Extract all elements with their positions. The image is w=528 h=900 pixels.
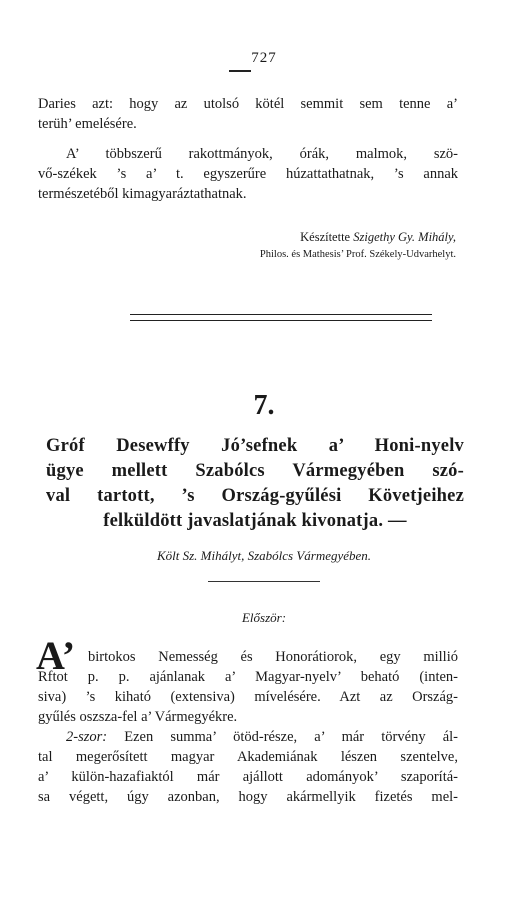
- second-paragraph: [38, 144, 458, 204]
- text-line: Rftot p. p. ajánlanak a’ Magyar-nyelv’ beható (inten-: [38, 669, 458, 685]
- text-line: terüh’ emelésére.: [38, 116, 137, 132]
- byline-rule: [208, 581, 320, 582]
- text-line: sa végett, úgy azonban, hogy akármellyik fizetés mel-: [38, 789, 458, 805]
- text-line: tal megerősített magyar Akademiának lészen szentelve,: [38, 749, 458, 765]
- top-paragraph: [38, 94, 458, 134]
- text-line: siva) ’s kiható (extensiva) mívelésére. Azt az Ország-: [38, 689, 458, 705]
- heading-line: val tartott, ’s Ország-gyűlési Követjeihez: [46, 486, 464, 506]
- signature-title: Philos. és Mathesis’ Prof. Székely-Udvarhelyt.: [259, 249, 456, 260]
- heading-line: felküldött javaslatjának kivonatja. —: [103, 511, 407, 531]
- signature-block: [260, 228, 456, 264]
- section-divider: [130, 314, 432, 321]
- section-heading: [46, 434, 464, 534]
- text-line: természetéből kimagyaráztathatnak.: [38, 186, 247, 202]
- text-line: birtokos Nemesség és Honorátiorok, egy millió: [88, 649, 458, 665]
- text-line: vő-székek ’s a’ t. egyszerűre húzattathatnak, ’s annak: [38, 166, 458, 182]
- page-number: 727: [251, 50, 277, 66]
- text-line: A’ többszerű rakottmányok, órák, malmok, szö-: [66, 146, 458, 162]
- text-line: a’ külön-hazafiaktól már ajállott adományok’ szaporítá-: [38, 769, 458, 785]
- byline: Költ Sz. Mihályt, Szabólcs Vármegyében.: [156, 548, 372, 563]
- second-label: 2-szor:: [66, 729, 108, 745]
- text-line: Daries azt: hogy az utolsó kötél semmit sem tenne a’: [38, 96, 458, 112]
- first-label: Először:: [241, 610, 287, 625]
- heading-line: ügye mellett Szabólcs Vármegyében szó-: [46, 461, 464, 481]
- signature-line: [260, 228, 456, 246]
- heading-line: Gróf Desewffy Jó’sefnek a’ Honi-nyelv: [46, 436, 464, 456]
- text-line: gyűlés oszsza-fel a’ Vármegyékre.: [38, 709, 238, 725]
- text-line: [38, 727, 458, 747]
- body-paragraph: [38, 647, 458, 807]
- page-number-rule: [229, 70, 251, 72]
- signature-name: Szigethy Gy. Mihály,: [353, 230, 456, 244]
- drop-cap: A’: [36, 633, 76, 678]
- section-number: 7.: [253, 390, 275, 421]
- second-line-text: Ezen summa’ ötöd-része, a’ már törvény ál-: [124, 729, 458, 745]
- signature-prefix: Készítette: [300, 230, 351, 244]
